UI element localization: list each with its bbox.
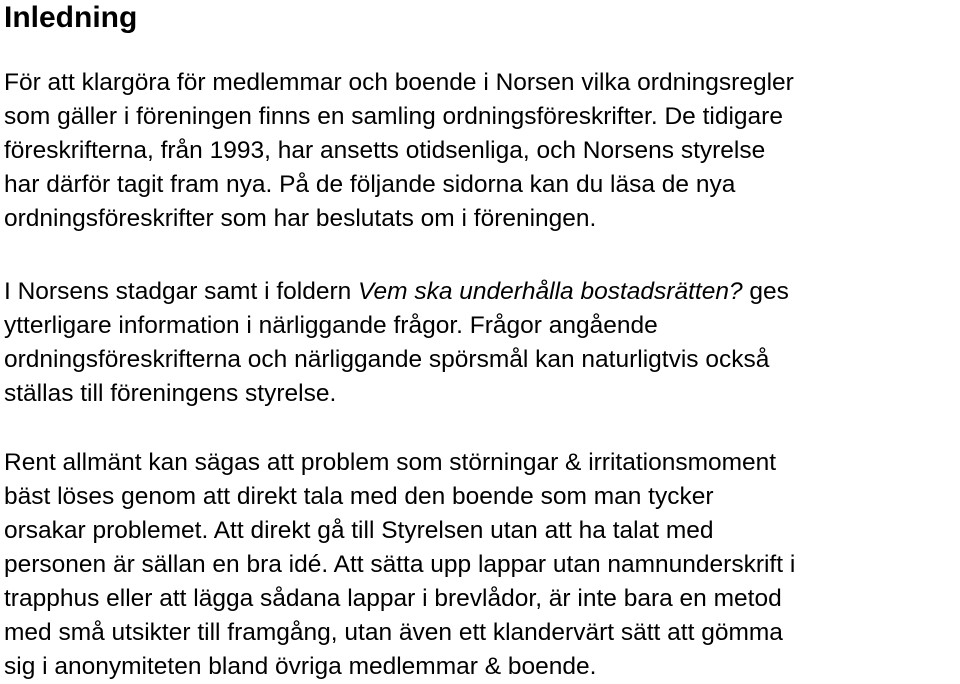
paragraph-line: personen är sällan en bra idé. Att sätta upp lappar utan namnunderskrift i bbox=[4, 551, 796, 578]
paragraph-line: ordningsföreskrifter som har beslutats om i föreningen. bbox=[4, 205, 597, 232]
paragraph-line: ytterligare information i närliggande frågor. Frågor angående bbox=[4, 312, 658, 339]
page-title: Inledning bbox=[4, 1, 138, 34]
paragraph-line: ordningsföreskrifterna och närliggande spörsmål kan naturligtvis också bbox=[4, 346, 770, 373]
paragraph-line: med små utsikter till framgång, utan även ett klandervärt sätt att gömma bbox=[4, 619, 783, 646]
paragraph-line: trapphus eller att lägga sådana lappar i brevlådor, är inte bara en metod bbox=[4, 585, 782, 612]
intro-paragraph bbox=[4, 66, 794, 236]
folder-title: Vem ska underhålla bostadsrätten? bbox=[358, 278, 743, 305]
paragraph-line: bäst löses genom att direkt tala med den boende som man tycker bbox=[4, 483, 714, 510]
paragraph-line: har därför tagit fram nya. På de följande sidorna kan du läsa de nya bbox=[4, 171, 736, 198]
statutes-paragraph bbox=[4, 275, 789, 411]
paragraph-line: Rent allmänt kan sägas att problem som störningar & irritationsmoment bbox=[4, 449, 777, 476]
advice-paragraph bbox=[4, 446, 795, 684]
paragraph-line: som gäller i föreningen finns en samling ordningsföreskrifter. De tidigare bbox=[4, 103, 783, 130]
paragraph-line: För att klargöra för medlemmar och boende i Norsen vilka ordningsregler bbox=[4, 69, 794, 96]
paragraph-line bbox=[4, 275, 789, 309]
line-text: ges bbox=[742, 278, 789, 305]
paragraph-line: föreskrifterna, från 1993, har ansetts otidsenliga, och Norsens styrelse bbox=[4, 137, 766, 164]
line-text: I Norsens stadgar samt i foldern bbox=[4, 278, 359, 305]
paragraph-line: orsakar problemet. Att direkt gå till Styrelsen utan att ha talat med bbox=[4, 517, 714, 544]
paragraph-line: ställas till föreningens styrelse. bbox=[4, 380, 337, 407]
paragraph-line: sig i anonymiteten bland övriga medlemmar & boende. bbox=[4, 653, 597, 680]
